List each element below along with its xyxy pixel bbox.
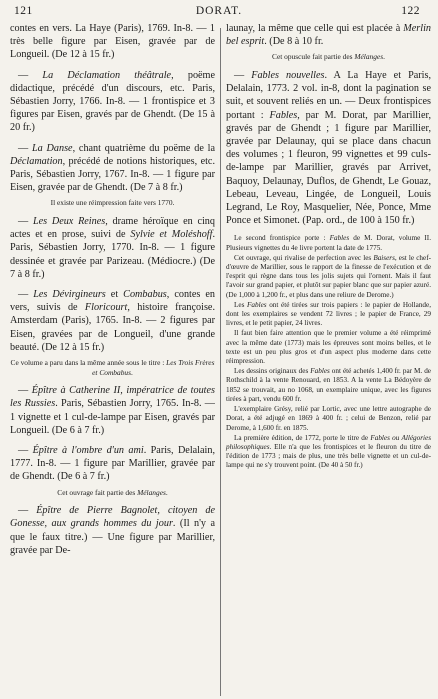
- entry-text: , chant quatrième du poëme de la: [72, 142, 215, 154]
- entry-text: Il faut bien faire attention que le premier volume a été réimprimé avec la même date (1773) mais les épreuves sont moins belles, et le texte est un peu plus gros et d'un aspect plus moderne dans cette réimpression.: [226, 329, 431, 366]
- entry-text: Les dessins originaux des: [234, 367, 311, 376]
- italic-title: Floricourt: [84, 302, 128, 314]
- bibliography-note: [226, 52, 431, 62]
- italic-title: Fables ou Allégories philosophiques: [226, 433, 431, 451]
- entry-text: . Paris, Sébastien Jorry, 1770. In-8. — 1 figure dessinée et gravée par Parizeau. (Médiocre.) (De 7 à 8 fr.): [10, 229, 216, 280]
- entry-text: .: [383, 52, 385, 62]
- entry-text: .: [130, 367, 133, 377]
- entry-text: , contes en vers, suivis de: [10, 289, 215, 314]
- entry-text: —: [18, 445, 33, 457]
- italic-title: Fables nouvelles: [251, 70, 325, 81]
- italic-title: Les Dévirgineurs: [33, 289, 106, 301]
- entry-text: . (De 8 à 10 fr.: [264, 36, 324, 48]
- entry-text: —: [18, 69, 43, 81]
- bibliography-note: [10, 488, 215, 498]
- entry-text: Cet ouvrage fait partie des: [57, 487, 138, 497]
- italic-title: Déclamation: [10, 155, 63, 167]
- entry-text: , poëme didactique, précédé d'un discours, etc. Paris, Sébastien Jorry, 1766. In-8. — 1 frontispice et 3 figures par Eisen, gravés par de Ghendt. (De 15 à 20 fr.): [10, 69, 215, 134]
- entry-text: . Paris, Sébastien Jorry, 1765. In-8. — 1 vignette et 1 cul-de-lampe par Eisen, gravés par Longueil. (De 6 à 7 fr.): [10, 398, 215, 436]
- entry-text: L'exemplaire Grésy, relié par Lortic, avec une lettre autographe de Dorat, a été adjugé en 1869 à 400 fr. ; celui de Benzon, relié par Derome, à 1,600 fr. en 1875.: [226, 405, 431, 432]
- entry-text: ont été achetés 1,400 fr. par M. de Rothschild à la vente Renouard, en 1853. A la vente La Bédoyère de 1852 se trouvait, au no 1068, un exemplaire unique, avec les figures tirées à part, vendu 600 fr.: [226, 367, 431, 403]
- entry-text: . A La Haye et Paris, Delalain, 1773. 2 vol. in-8, dont la pagination se suit, et souvent reliés en un. — Deux frontispices portant :: [226, 70, 431, 121]
- bibliography-note: [226, 301, 431, 329]
- entry-text: —: [234, 70, 252, 81]
- italic-title: La Déclamation théâtrale: [42, 69, 172, 81]
- italic-title: Fables: [247, 300, 267, 309]
- entry-text: de M. Dorat, volume II. Plusieurs vignettes du 4e livre portent la date de 1775.: [226, 234, 432, 252]
- running-title: DORAT.: [195, 5, 243, 17]
- running-header: [0, 5, 438, 23]
- column-divider: [220, 28, 221, 696]
- italic-title: Mélanges: [137, 487, 166, 497]
- entry-text: , par M. Dorat, par Marillier, gravés par de Ghendt ; 1 figure par Marillier, gravée par Delaunay, qui se place dans chacun des volumes ; 1 fleuron, 99 vignettes et 99 culs-de-lampe par Marillier, gravés par Arrivet, Baquoy, Delaunay, Duflos, de Ghendt, Le Gouaz, Lebeau, Leveau, Lingée, de Longueil, Louis Legrand, Le Roy, Masquelier, Née, Ponce, Mme Ponce et Simonet. (Pap. ord., de 100 à 150 fr.): [226, 109, 432, 227]
- right-column: [226, 22, 431, 472]
- entry-text: launay, la même que celle qui est placée à: [226, 23, 404, 34]
- italic-title: Mélanges: [354, 52, 384, 62]
- italic-title: Sylvie et Moléshoff: [130, 229, 213, 241]
- italic-title: Baisers: [373, 253, 395, 262]
- bibliography-entry: [10, 504, 215, 557]
- entry-text: La première édition, de 1772, porte le titre de: [234, 433, 371, 442]
- bibliography-note: [226, 405, 431, 433]
- entry-text: —: [18, 289, 34, 301]
- italic-title: Épître à Catherine II, impératrice de toutes les Russies: [10, 385, 215, 410]
- italic-title: Les Trois Frères et Combabus: [92, 358, 215, 377]
- entry-text: —: [18, 385, 32, 397]
- entry-text: —: [18, 142, 32, 154]
- page-number-right: 122: [401, 5, 420, 17]
- italic-title: La Danse: [31, 142, 73, 154]
- entry-text: , est le chef-d'œuvre de Marillier, sous le rapport de la finesse de l'exécution et de l'esprit qui règne dans tous les jolis sujets qui l'ornent. Mais il faut l'avoir sur grand papier, et plutôt sur papier blanc que sur papier azuré. (De 1,000 à 1,200 fr., et plus dans une reliure de Derome.): [226, 253, 431, 299]
- entry-text: et: [105, 289, 124, 301]
- entry-text: Le second frontispice porte :: [234, 234, 330, 243]
- bibliography-entry: [10, 288, 215, 354]
- entry-text: , drame héroïque en cinq actes et en prose, suivi de: [10, 216, 215, 241]
- entry-text: . Elle n'a que les frontispices et le fleuron du titre de l'édition de 1773 ; mais de plus, une très belle vignette et un cul-de-lampe qui ne s'y trouvent point. (De 40 à 50 fr.): [226, 442, 431, 470]
- italic-title: Épître à l'ombre d'un ami: [32, 445, 144, 457]
- bibliography-entry: [10, 215, 215, 281]
- bibliography-note: [226, 367, 431, 404]
- entry-text: Il existe une réimpression faite vers 1770.: [50, 198, 175, 208]
- bibliography-note: [10, 198, 215, 208]
- entry-text: , précédé de notions historiques, etc. Paris, Sébastien Jorry, 1767. In-8. — 1 figure par Eisen, gravée par de Ghendt. (De 7 à 8 fr.): [10, 155, 215, 194]
- italic-title: Épître de Pierre Bagnolet, citoyen de Gonesse, aux grands hommes du jour: [10, 505, 215, 530]
- entry-text: . Paris, Delalain, 1777. In-8. — 1 figure par Marillier, gravée par de Ghendt. (De 6 à 7 fr.): [10, 445, 215, 483]
- entry-text: contes en vers. La Haye (Paris), 1769. In-8. — 1 très belle figure par Eisen, gravée par de Longueil. (De 12 à 15 fr.): [10, 23, 215, 61]
- entry-text: .: [165, 487, 168, 497]
- entry-text: ont été tirées sur trois papiers : le papier de Hollande, dont les exemplaires se vendent 72 livres ; le papier de France, 29 livres, et le petit papier, 24 livres.: [226, 300, 431, 328]
- left-column: [10, 22, 215, 564]
- entry-text: , histoire françoise. Amsterdam (Paris), 1765. In-8. — 2 figures par Eisen, gravées par de Longueil, d'une grande beauté. (De 12 à 15 fr.): [10, 302, 215, 353]
- entry-text: Les: [234, 300, 248, 309]
- bibliography-note: [226, 434, 431, 471]
- italic-title: Les Deux Reines: [32, 216, 106, 228]
- entry-text: Cet ouvrage, qui rivalise de perfection avec les: [234, 253, 374, 262]
- bibliography-note: [226, 254, 431, 300]
- entry-text: Cet opuscule fait partie des: [272, 52, 355, 62]
- bibliography-entry: [10, 384, 215, 437]
- bibliography-note: [10, 358, 215, 377]
- entry-text: Ce volume a paru dans la même année sous le titre :: [10, 358, 167, 368]
- italic-title: Fables: [269, 109, 298, 121]
- bibliography-note: [226, 234, 431, 252]
- bibliography-entry: [226, 22, 431, 48]
- bibliography-entry: [226, 69, 431, 227]
- entry-text: . (Il n'y a que le faux titre.) — Une figure par Marillier, gravée par De-: [10, 518, 215, 556]
- bibliography-note: [226, 329, 431, 366]
- italic-title: Merlin bel esprit: [226, 23, 431, 48]
- bibliography-entry: [10, 22, 215, 62]
- bibliography-entry: [10, 142, 215, 195]
- page-number-left: 121: [14, 5, 33, 17]
- entry-text: —: [18, 505, 37, 517]
- entry-text: —: [18, 216, 33, 228]
- bibliography-entry: [10, 444, 215, 484]
- bibliography-entry: [10, 69, 215, 135]
- italic-title: Fables: [310, 367, 330, 376]
- italic-title: Fables: [329, 234, 350, 243]
- italic-title: Combabus: [123, 289, 167, 301]
